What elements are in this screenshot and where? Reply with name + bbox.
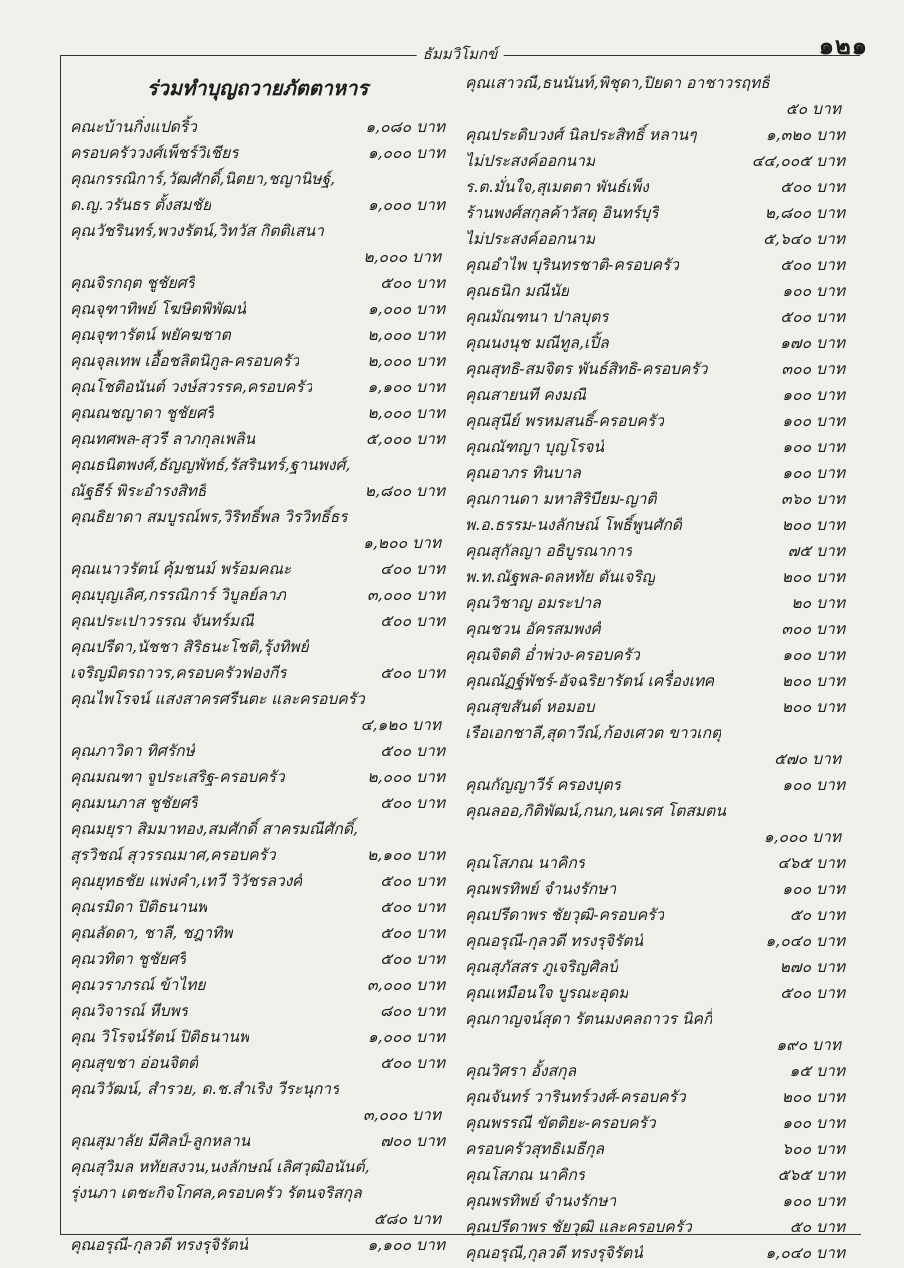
donor-entry	[465, 980, 845, 1006]
donation-amount: ๔๖๕ บาท	[777, 854, 845, 872]
donor-entry	[70, 374, 445, 400]
donor-entry	[465, 1188, 845, 1214]
donor-name: คุณจิตติ อ่ำพ่วง-ครอบครัว	[465, 646, 640, 664]
donation-amount: ๒,๑๐๐ บาท	[366, 846, 445, 864]
donation-amount: ๕๐ บาท	[789, 1218, 845, 1236]
donor-name: คุณกรรณิการ์,วัฒศักดิ์,นิตยา,ชญานิษฐ์,	[70, 170, 336, 188]
donor-name: คุณณชญาดา ชูชัยศรี	[70, 404, 215, 422]
donation-amount: ๒๐ บาท	[791, 594, 845, 612]
donor-entry	[465, 668, 845, 694]
donor-name: คุณวทิตา ชูชัยศรี	[70, 950, 187, 968]
donor-entry	[70, 1024, 445, 1050]
donor-entry	[465, 902, 845, 928]
donor-entry	[70, 998, 445, 1024]
donor-name: เจริญมิตรถาวร,ครอบครัวฟองกีร	[70, 664, 287, 682]
donor-name: ร้านพงศ์สกุลค้าวัสดุ อินทร์บุรี	[465, 204, 659, 222]
donation-amount: ๓๐๐ บาท	[781, 620, 845, 638]
running-header-title: ธัมมวิโมกข์	[417, 42, 504, 66]
donation-amount: ๑๐๐ บาท	[782, 880, 845, 898]
donor-entry	[465, 200, 845, 226]
donor-name: คุณจุฑาทิพย์ โฆษิตพิพัฒน์	[70, 300, 247, 318]
donation-amount: ๕๐๐ บาท	[780, 178, 845, 196]
donor-entry	[70, 920, 445, 946]
donor-name: เรือเอกชาลี,สุดาวีณ์,ก้องเศวต ขาวเกตุ	[465, 724, 722, 742]
donor-entry	[465, 148, 845, 174]
donor-entry	[465, 252, 845, 278]
donor-entry	[465, 694, 845, 720]
donor-entry	[465, 1006, 845, 1058]
donation-amount: ๑๐๐ บาท	[782, 1192, 845, 1210]
donor-name: คุณภาวิดา ทิศรักษ์	[70, 742, 195, 760]
donation-amount: ๑,๐๐๐ บาท	[367, 1028, 445, 1046]
donor-entry	[465, 590, 845, 616]
donor-entry	[465, 304, 845, 330]
page-number: ๑๒๑	[818, 31, 868, 60]
donation-amount: ๒,๐๐๐ บาท	[363, 248, 441, 266]
donation-amount: ๒๐๐ บาท	[781, 516, 845, 534]
donor-name: ครอบครัววงศ์เพ็ชร์วิเชียร	[70, 144, 239, 162]
donor-entry	[465, 720, 845, 772]
donation-amount: ๓,๐๐๐ บาท	[366, 976, 445, 994]
donor-entry	[465, 278, 845, 304]
donation-amount: ๓,๐๐๐ บาท	[362, 1106, 441, 1124]
donation-amount: ๖๐๐ บาท	[782, 1140, 845, 1158]
donation-amount: ๕๐๐ บาท	[380, 274, 445, 292]
donor-entry	[70, 868, 445, 894]
donor-name: คุณสุภัสสร ภูเจริญศิลป์	[465, 958, 618, 976]
donation-amount: ๒,๘๐๐ บาท	[364, 482, 445, 500]
donation-amount: ๒๗๐ บาท	[779, 958, 845, 976]
donation-amount: ๓,๐๐๐ บาท	[366, 586, 445, 604]
donation-amount: ๓๖๐ บาท	[781, 490, 845, 508]
donor-entry	[465, 1136, 845, 1162]
donor-entry	[465, 538, 845, 564]
donor-name: สุรวิชณ์ สุวรรณมาศ,ครอบครัว	[70, 846, 276, 864]
donation-amount: ๕,๖๔๐ บาท	[763, 230, 845, 248]
donor-name: คุณณัฏฐ์พัชร์-อัจฉริยารัตน์ เครื่องเทศ	[465, 672, 715, 690]
donor-entry	[465, 850, 845, 876]
donor-name: คุณมนภาส ชูชัยศรี	[70, 794, 198, 812]
donor-name: คุณธนิตพงศ์,ธัญญพัทธ์,รัสรินทร์,ฐานพงศ์,	[70, 456, 351, 474]
donor-name: ครอบครัวสุทธิเมธีกุล	[465, 1140, 605, 1158]
donor-entry	[465, 382, 845, 408]
donation-amount: ๑,๑๐๐ บาท	[367, 1236, 445, 1254]
donor-entry	[465, 174, 845, 200]
donor-name: คุณสุขชา อ่อนจิตต์	[70, 1054, 199, 1072]
donor-entry	[70, 504, 445, 556]
donor-name: คุณวิศรา อั้งสกุล	[465, 1062, 577, 1080]
donor-entry	[465, 1084, 845, 1110]
donor-entry	[70, 972, 445, 998]
donor-entry	[70, 894, 445, 920]
donation-amount: ๗๐๐ บาท	[380, 1132, 445, 1150]
left-column	[70, 70, 445, 1258]
donor-entry	[70, 582, 445, 608]
donor-name: คุณรมิดา ปิติธนานพ	[70, 898, 208, 916]
donor-name: คุณชวน อัครสมพงศ์	[465, 620, 601, 638]
donation-amount: ๑,๐๐๐ บาท	[367, 196, 445, 214]
donor-entry	[70, 634, 445, 686]
donation-amount: ๒,๐๐๐ บาท	[367, 352, 445, 370]
donation-amount: ๑๐๐ บาท	[782, 386, 845, 404]
donor-name: คุณวราภรณ์ ข้าไทย	[70, 976, 206, 994]
donor-name: คุณธนิก มณีนัย	[465, 282, 570, 300]
donor-name: คุณสุมาลัย มีศิลป์-ลูกหลาน	[70, 1132, 251, 1150]
donation-amount: ๑,๐๐๐ บาท	[367, 300, 445, 318]
donor-entry	[465, 460, 845, 486]
donor-entry	[465, 1240, 845, 1266]
donor-name: คุณอำไพ บุรินทรชาติ-ครอบครัว	[465, 256, 680, 274]
donation-amount: ๑๐๐ บาท	[782, 282, 845, 300]
donation-amount: ๘๐๐ บาท	[380, 1002, 445, 1020]
donor-entry	[465, 330, 845, 356]
donation-amount: ๑๐๐ บาท	[782, 1114, 845, 1132]
donation-amount: ๕๐๐ บาท	[380, 794, 445, 812]
donor-entry	[70, 738, 445, 764]
donor-name: คุณปรีดาพร ชัยวุฒิ-ครอบครัว	[465, 906, 665, 924]
donor-name: คุณมัณฑนา ปาลบุตร	[465, 308, 609, 326]
donation-amount: ๒,๐๐๐ บาท	[367, 404, 445, 422]
donor-entry	[70, 608, 445, 634]
donation-amount: ๑๐๐ บาท	[782, 776, 845, 794]
donor-entry	[70, 790, 445, 816]
donor-name: คณะบ้านกิ่งแปดริ้ว	[70, 118, 197, 136]
donor-name: คุณอรุณี-กุลวดี ทรงรุจิรัตน์	[70, 1236, 249, 1254]
donor-name: ร.ต.มั่นใจ,สุเมตตา พันธ์เพ็ง	[465, 178, 649, 196]
donor-entry	[465, 122, 845, 148]
donation-amount: ๔๐๐ บาท	[380, 560, 445, 578]
donor-name: คุณจันทร์ วารินทร์วงศ์-ครอบครัว	[465, 1088, 686, 1106]
donor-entry	[70, 764, 445, 790]
donor-name: คุณเนาวรัตน์ คุ้มชนม์ พร้อมคณะ	[70, 560, 292, 578]
donation-amount: ๒๐๐ บาท	[781, 672, 845, 690]
donor-name: คุณมณฑา จูประเสริฐ-ครอบครัว	[70, 768, 285, 786]
donor-entry	[465, 564, 845, 590]
donation-amount: ๕๐๐ บาท	[780, 984, 845, 1002]
donor-name: คุณวิจารณ์ หีบพร	[70, 1002, 189, 1020]
donation-amount: ๕๗๐ บาท	[774, 750, 841, 768]
donor-name: คุณพรรณี ขัตติยะ-ครอบครัว	[465, 1114, 656, 1132]
donor-entry	[465, 356, 845, 382]
donation-amount: ๕๐๐ บาท	[380, 872, 445, 890]
donor-name: คุณโสภณ นาคิกร	[465, 1166, 586, 1184]
donor-name: พ.ท.ณัฐพล-ดลหทัย ตันเจริญ	[465, 568, 655, 586]
donation-amount: ๕๘๐ บาท	[373, 1210, 441, 1228]
donor-name: คุณกัญญาวีร์ ครองบุตร	[465, 776, 621, 794]
donor-name: คุณอาภร ทินบาล	[465, 464, 581, 482]
donor-name: คุณสุกัลญา อธิบูรณาการ	[465, 542, 633, 560]
donor-name: คุณประเปาวรรณ จันทร์มณี	[70, 612, 254, 630]
donor-name: คุณทศพล-สุวรี ลาภกุลเพลิน	[70, 430, 256, 448]
donation-amount: ๕๖๕ บาท	[777, 1166, 845, 1184]
donation-amount: ๔๔,๐๐๕ บาท	[751, 152, 845, 170]
donor-entry	[70, 1050, 445, 1076]
donor-entry	[70, 296, 445, 322]
donor-name: คุณอรุณี,กุลวดี ทรงรุจิรัตน์	[465, 1244, 643, 1262]
donor-entry	[70, 1128, 445, 1154]
donor-entry	[465, 928, 845, 954]
donation-amount: ๕๐๐ บาท	[380, 924, 445, 942]
donor-name: คุณสุนีย์ พรหมสนธิ์-ครอบครัว	[465, 412, 664, 430]
donor-entry	[70, 686, 445, 738]
donor-entry	[465, 876, 845, 902]
donor-name: คุณสุทธิ-สมจิตร พันธ์สิทธิ-ครอบครัว	[465, 360, 708, 378]
donation-amount: ๑,๓๒๐ บาท	[765, 126, 845, 144]
donor-entry	[70, 400, 445, 426]
donor-name: คุณกาญจน์สุดา รัตนมงคลถาวร นิคกี้	[465, 1010, 713, 1028]
donor-entry	[70, 114, 445, 140]
donor-name: คุณเหมือนใจ บูรณะอุดม	[465, 984, 629, 1002]
donor-name: คุณจิรกฤต ชูชัยศรี	[70, 274, 195, 292]
donor-entry	[70, 816, 445, 868]
donor-entry	[70, 1076, 445, 1128]
donation-amount: ๑๐๐ บาท	[782, 646, 845, 664]
donation-amount: ๗๕ บาท	[787, 542, 845, 560]
donation-amount: ๒,๐๐๐ บาท	[367, 768, 445, 786]
section-heading: ร่วมทำบุญถวายภัตตาหาร	[146, 76, 369, 100]
donor-entry	[465, 1214, 845, 1240]
donor-name: คุณปรีดาพร ชัยวุฒิ และครอบครัว	[465, 1218, 692, 1236]
donor-name: คุณบุญเลิศ,กรรณิการ์ วิบูลย์ลาภ	[70, 586, 286, 604]
donor-name: คุณไพโรจน์ แสงสาครศรีนตะ และครอบครัว	[70, 690, 365, 708]
donor-entry	[70, 452, 445, 504]
donation-amount: ๒๐๐ บาท	[781, 1088, 845, 1106]
donor-name: คุณยุทธชัย แพ่งคำ,เทวี วิวัชรลวงศ์	[70, 872, 303, 890]
donation-amount: ๑๗๐ บาท	[779, 334, 845, 352]
donation-amount: ๑,๐๘๐ บาท	[365, 118, 445, 136]
donor-name: คุณสุวิมล หทัยสงวน,นงลักษณ์ เลิศวุฒิอนันต์,	[70, 1158, 370, 1176]
donation-amount: ๑,๑๐๐ บาท	[367, 378, 445, 396]
donor-name: คุณสายนที คงมณี	[465, 386, 586, 404]
donor-name: คุณณัฑญา บุญโรจน์	[465, 438, 605, 456]
donor-entry	[70, 140, 445, 166]
donor-entry	[465, 772, 845, 798]
right-column	[465, 70, 845, 1266]
donor-name: คุณนงนุช มณีทูล,เปิ้ล	[465, 334, 609, 352]
donation-amount: ๑,๒๐๐ บาท	[362, 534, 441, 552]
donation-amount: ๕๐๐ บาท	[380, 1054, 445, 1072]
donor-name: คุณพรทิพย์ จำนงรักษา	[465, 880, 617, 898]
donation-amount: ๕๐๐ บาท	[380, 950, 445, 968]
donor-name: คุณกานดา มหาสิริบียม-ญาติ	[465, 490, 657, 508]
donor-entry	[465, 70, 845, 122]
donor-entry	[465, 512, 845, 538]
donor-entry	[70, 1232, 445, 1258]
donation-amount: ๑๕ บาท	[789, 1062, 845, 1080]
donor-entry	[465, 616, 845, 642]
donor-name: คุณวิชาญ อมระปาล	[465, 594, 601, 612]
donation-amount: ๑๙๐ บาท	[776, 1036, 841, 1054]
donor-entry	[465, 226, 845, 252]
donor-name: พ.อ.ธรรม-นงลักษณ์ โพธิ์พูนศักดิ์	[465, 516, 682, 534]
donor-name: คุณสุขสันต์ หอมอบ	[465, 698, 595, 716]
donor-entry	[70, 270, 445, 296]
donor-entry	[70, 556, 445, 582]
donor-entry	[465, 954, 845, 980]
donor-entry	[70, 348, 445, 374]
donation-amount: ๒๐๐ บาท	[781, 698, 845, 716]
donor-name: คุณพรทิพย์ จำนงรักษา	[465, 1192, 617, 1210]
donor-name: คุณเสาวณี,ธนนันท์,พิชุดา,ปิยดา อาชาวรฤทธิ์	[465, 74, 770, 92]
donor-entry	[70, 1154, 445, 1232]
donor-name: คุณลัดดา, ชาลี, ชฎาทิพ	[70, 924, 233, 942]
donation-amount: ๑,๐๔๐ บาท	[765, 1244, 845, 1262]
donor-name: คุณธิยาดา สมบูรณ์พร,วิริทธิ์พล วิรวิทธิ์ธร	[70, 508, 348, 526]
donor-name: คุณอรุณี-กุลวดี ทรงรุจิรัตน์	[465, 932, 644, 950]
donation-amount: ๕๐๐ บาท	[380, 664, 445, 682]
donation-amount: ๑,๐๐๐ บาท	[763, 828, 841, 846]
donation-amount: ๔,๑๒๐ บาท	[360, 716, 441, 734]
donation-amount: ๒,๘๐๐ บาท	[764, 204, 845, 222]
donation-amount: ๕๐ บาท	[789, 906, 845, 924]
donation-amount: ๕๐ บาท	[785, 100, 841, 118]
donor-name: ด.ญ.วรันธร ตั้งสมชัย	[70, 196, 212, 214]
donation-amount: ๑๐๐ บาท	[782, 412, 845, 430]
donor-entry	[465, 408, 845, 434]
donor-name: คุณโชติอนันต์ วงษ์สวรรค,ครอบครัว	[70, 378, 313, 396]
donor-name: ณัฐธีร์ พิระอำรงสิทธิ์	[70, 482, 207, 500]
donation-amount: ๒,๐๐๐ บาท	[367, 326, 445, 344]
donor-name: ไม่ประสงค์ออกนาม	[465, 152, 596, 170]
donor-entry	[465, 1110, 845, 1136]
donor-entry	[70, 946, 445, 972]
donation-amount: ๑๐๐ บาท	[782, 438, 845, 456]
donor-entry	[70, 426, 445, 452]
donor-name: ไม่ประสงค์ออกนาม	[465, 230, 596, 248]
donation-amount: ๑,๐๔๐ บาท	[765, 932, 845, 950]
donor-entry	[70, 218, 445, 270]
donor-name: คุณจุฑารัตน์ พยัคฆชาต	[70, 326, 231, 344]
donor-name: คุณลออ,กิติพัฒน์,กนก,นคเรศ โตสมตน	[465, 802, 726, 820]
donor-name: คุณมยุรา สิมมาทอง,สมศักดิ์ สาครมณีศักดิ์,	[70, 820, 358, 838]
donation-amount: ๕๐๐ บาท	[780, 308, 845, 326]
donor-entry	[70, 322, 445, 348]
donor-name: คุณวัชรินทร์,พวงรัตน์,วิทวัส กิตติเสนา	[70, 222, 324, 240]
donor-name: คุณปรีดา,นัชชา สิริธนะโชติ,รุ้งทิพย์	[70, 638, 309, 656]
donor-name: คุณวิวัฒน์, สำรวย, ด.ช.สำเริง วีระนุการ	[70, 1080, 340, 1098]
donor-name: คุณจุลเทพ เอื้อชลิตนิกูล-ครอบครัว	[70, 352, 300, 370]
donation-amount: ๒๐๐ บาท	[781, 568, 845, 586]
donor-entry	[465, 1162, 845, 1188]
donation-amount: ๕๐๐ บาท	[380, 612, 445, 630]
donation-amount: ๑๐๐ บาท	[782, 464, 845, 482]
donation-amount: ๕,๐๐๐ บาท	[365, 430, 445, 448]
donation-amount: ๓๐๐ บาท	[781, 360, 845, 378]
donor-entry	[465, 642, 845, 668]
donor-entry	[465, 434, 845, 460]
donor-entry	[465, 1058, 845, 1084]
donation-amount: ๕๐๐ บาท	[380, 898, 445, 916]
donor-entry	[465, 486, 845, 512]
donor-name: คุณโสภณ นาคิกร	[465, 854, 586, 872]
donor-name: คุณ วิโรจน์รัตน์ ปิติธนานพ	[70, 1028, 250, 1046]
donation-amount: ๕๐๐ บาท	[380, 742, 445, 760]
donation-amount: ๕๐๐ บาท	[780, 256, 845, 274]
donor-name: รุ่งนภา เตชะกิจโกศล,ครอบครัว รัตนจริสกุล	[70, 1184, 362, 1202]
donor-name: คุณประดิบวงศ์ นิลประสิทธิ์ หลานๆ	[465, 126, 697, 144]
donor-entry	[70, 166, 445, 218]
donation-amount: ๑,๐๐๐ บาท	[367, 144, 445, 162]
donor-entry	[465, 798, 845, 850]
